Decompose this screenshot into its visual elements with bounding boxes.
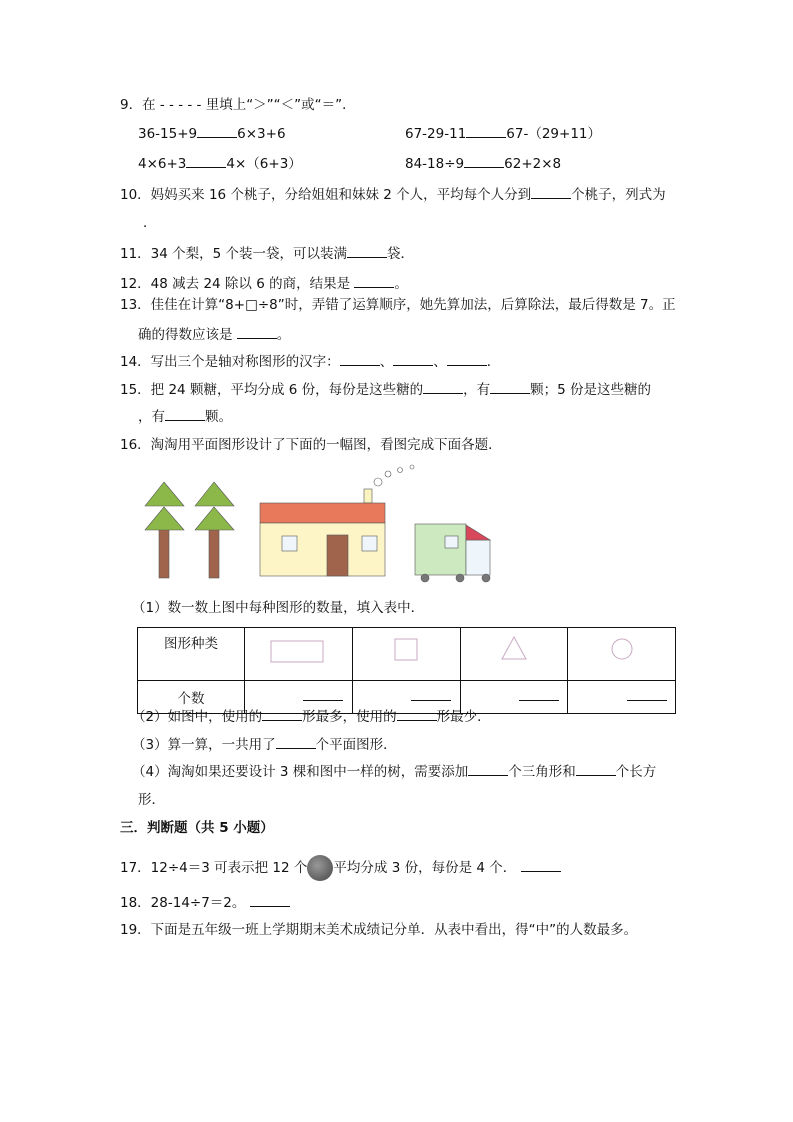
text: （4）淘淘如果还要设计 3 棵和图中一样的树，需要添加: [132, 764, 469, 780]
q18: [120, 894, 290, 912]
expr: 4×6+3: [138, 156, 187, 172]
text: （2）如图中，使用的: [132, 709, 263, 725]
text: 12．48 减去 24 除以 6 的商，结果是: [120, 276, 355, 292]
q16-sub3: [132, 736, 397, 754]
q19: 19．下面是五年级一班上学期期末美术成绩记分单．从表中看出，得“中”的人数最多。: [120, 922, 638, 938]
text: 10．妈妈买来 16 个桃子，分给姐姐和妹妹 2 个人，平均每个人分到: [120, 187, 532, 203]
house: [260, 465, 414, 576]
expr: 67-29-11: [405, 126, 467, 142]
q16-title: 16．淘淘用平面图形设计了下面的一幅图，看图完成下面各题．: [120, 437, 502, 453]
text: 个长方: [615, 764, 657, 780]
section-heading: 三．判断题（共 5 小题）: [120, 820, 274, 836]
apple-icon: [307, 855, 333, 881]
answer-blank[interactable]: [262, 708, 302, 721]
text: 个三角形和: [508, 764, 576, 780]
text: 个桃子，列式为: [571, 187, 666, 203]
text: 平均分成 3 份，每份是 4 个．: [333, 860, 517, 876]
expr: 67-（29+11）: [506, 126, 601, 142]
text: ，有: [463, 382, 491, 398]
text: 15．把 24 颗糖，平均分成 6 份，每份是这些糖的: [120, 382, 424, 398]
text: 颗；5 份是这些糖的: [530, 382, 652, 398]
sep: 、: [379, 354, 394, 370]
rectangle-cell: [245, 628, 353, 681]
circle-icon: [607, 634, 637, 664]
expr: 36-15+9: [138, 126, 198, 142]
text: （3）算一算，一共用了: [132, 737, 276, 753]
text: 袋．: [387, 246, 415, 262]
expr: 84-18÷9: [405, 156, 465, 172]
q16-sub4-cont: 形．: [138, 792, 165, 808]
text: 颗。: [205, 409, 232, 425]
text: 。: [276, 327, 291, 343]
answer-blank[interactable]: [397, 708, 437, 721]
text: 14．写出三个是轴对称图形的汉字：: [120, 354, 340, 370]
expr: 62+2×8: [504, 156, 562, 172]
q10-end: ．: [143, 215, 157, 231]
text: 。: [394, 276, 408, 292]
q16-sub2: [132, 708, 491, 726]
triangle-cell: [460, 628, 568, 681]
square-icon: [391, 635, 421, 665]
count-input[interactable]: [568, 681, 676, 714]
tree-1: [145, 482, 184, 578]
text: 17．12÷4＝3 可表示把 12 个: [120, 860, 308, 876]
answer-blank[interactable]: [576, 763, 616, 776]
circle-cell: [568, 628, 676, 681]
answer-blank[interactable]: [468, 763, 508, 776]
answer-blank[interactable]: [521, 859, 561, 872]
q16-sub4: [132, 763, 656, 781]
answer-blank[interactable]: [250, 894, 290, 907]
q13: 13．佳佳在计算“8+□÷8”时，弄错了运算顺序，她先算加法，后算除法，最后得数是 7。正: [120, 297, 676, 313]
text: ．: [486, 354, 501, 370]
shape-count-table: [137, 627, 676, 714]
header-count: 个数: [138, 681, 245, 714]
q16-sub1: （1）数一数上图中每种图形的数量，填入表中．: [132, 600, 425, 616]
tree-2: [195, 482, 234, 578]
square-cell: [352, 628, 460, 681]
text: 个平面图形．: [315, 737, 397, 753]
rectangle-icon: [268, 637, 328, 667]
q9-title: 9．在 - - - - - 里填上“＞”“＜”或“＝”．: [120, 97, 356, 113]
text: 形最少．: [436, 709, 491, 725]
text: 形最多，使用的: [302, 709, 397, 725]
sep: 、: [433, 354, 447, 370]
q17: [120, 855, 561, 881]
truck: [415, 524, 490, 582]
text: 11．34 个梨，5 个装一袋，可以装满: [120, 246, 348, 262]
triangle-icon: [499, 633, 529, 663]
text: 18．28-14÷7＝2。: [120, 895, 246, 911]
text: ，有: [138, 409, 165, 425]
expr: 4×（6+3）: [226, 156, 302, 172]
header-shape-type: 图形种类: [138, 628, 245, 681]
text: 确的得数应该是: [138, 327, 237, 343]
answer-blank[interactable]: [276, 736, 316, 749]
expr: 6×3+6: [237, 126, 286, 142]
